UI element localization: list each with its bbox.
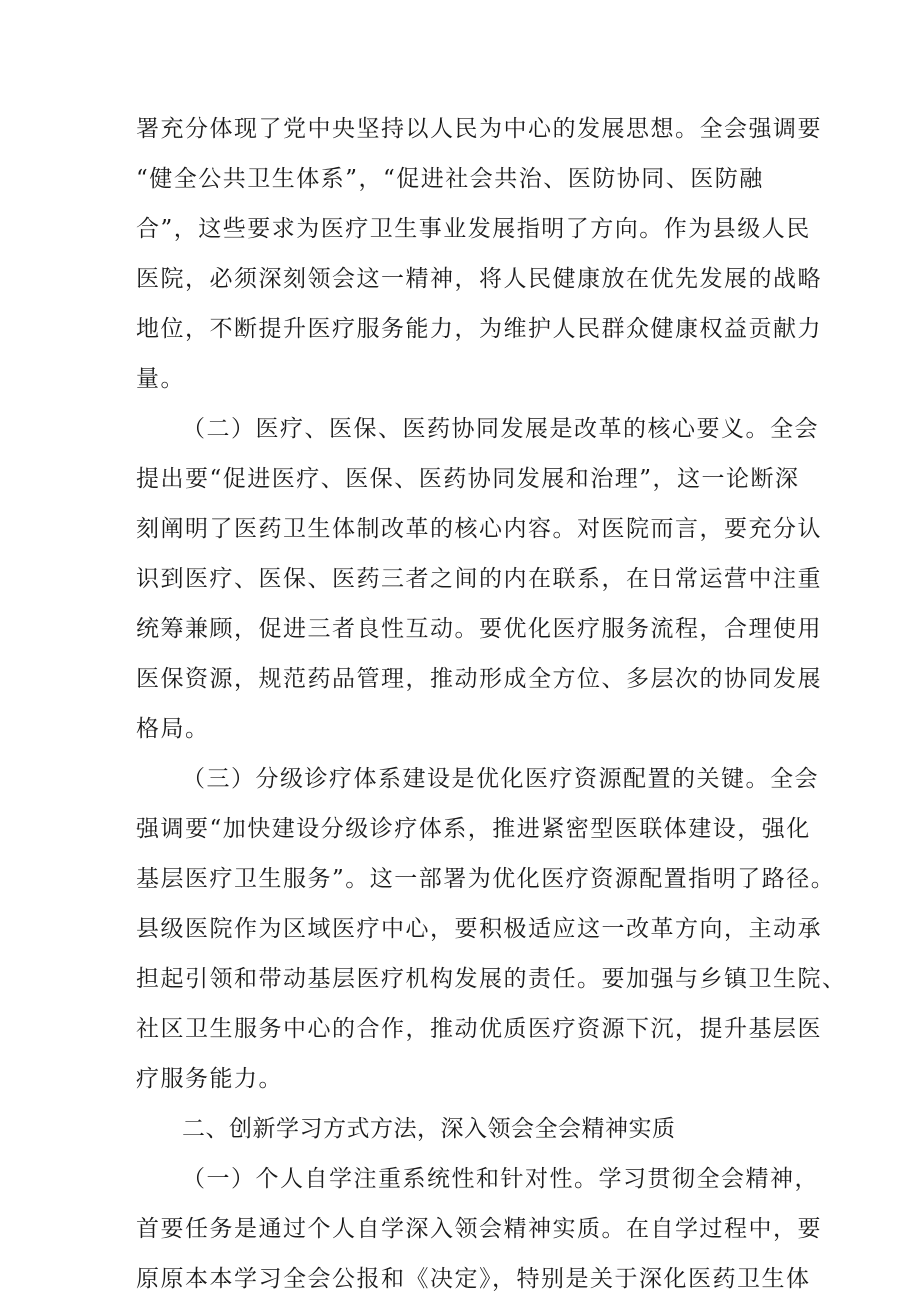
body-line: 医保资源，规范药品管理，推动形成全方位、多层次的协同发展 bbox=[136, 666, 822, 692]
body-line: 强调要“加快建设分级诊疗体系，推进紧密型医联体建设，强化 bbox=[136, 816, 811, 842]
body-line: 刻阐明了医药卫生体制改革的核心内容。对医院而言，要充分认 bbox=[136, 516, 822, 542]
body-line: 担起引领和带动基层医疗机构发展的责任。要加强与乡镇卫生院、 bbox=[136, 966, 847, 992]
body-line: 原原本本学习全会公报和《决定》，特别是关于深化医药卫生体 bbox=[136, 1266, 811, 1292]
section-item-3-first-line: （三）分级诊疗体系建设是优化医疗资源配置的关键。全会 bbox=[182, 766, 819, 792]
body-line: 格局。 bbox=[136, 716, 210, 742]
body-line: 地位，不断提升医疗服务能力，为维护人民群众健康权益贡献力 bbox=[136, 316, 822, 342]
section-item-2-first-line: （二）医疗、医保、医药协同发展是改革的核心要义。全会 bbox=[182, 416, 819, 442]
body-line: 量。 bbox=[136, 366, 185, 392]
body-line: 疗服务能力。 bbox=[136, 1066, 283, 1092]
subsection-item-1-first-line: （一）个人自学注重系统性和针对性。学习贯彻全会精神， bbox=[182, 1166, 819, 1192]
body-line: 统筹兼顾，促进三者良性互动。要优化医疗服务流程，合理使用 bbox=[136, 616, 822, 642]
section-heading: 二、创新学习方式方法，深入领会全会精神实质 bbox=[182, 1116, 676, 1142]
body-line: 署充分体现了党中央坚持以人民为中心的发展思想。全会强调要 bbox=[136, 116, 822, 142]
body-line: 识到医疗、医保、医药三者之间的内在联系，在日常运营中注重 bbox=[136, 566, 822, 592]
body-line: “健全公共卫生体系”，“促进社会共治、医防协同、医防融 bbox=[136, 166, 764, 192]
body-line: 县级医院作为区域医疗中心，要积极适应这一改革方向，主动承 bbox=[136, 916, 822, 942]
body-line: 基层医疗卫生服务”。这一部署为优化医疗资源配置指明了路径。 bbox=[136, 866, 836, 892]
body-line: 首要任务是通过个人自学深入领会精神实质。在自学过程中，要 bbox=[136, 1216, 822, 1242]
body-line: 合”，这些要求为医疗卫生事业发展指明了方向。作为县级人民 bbox=[136, 216, 811, 242]
body-line: 医院，必须深刻领会这一精神，将人民健康放在优先发展的战略 bbox=[136, 266, 822, 292]
body-line: 提出要“促进医疗、医保、医药协同发展和治理”，这一论断深 bbox=[136, 466, 800, 492]
body-line: 社区卫生服务中心的合作，推动优质医疗资源下沉，提升基层医 bbox=[136, 1016, 822, 1042]
